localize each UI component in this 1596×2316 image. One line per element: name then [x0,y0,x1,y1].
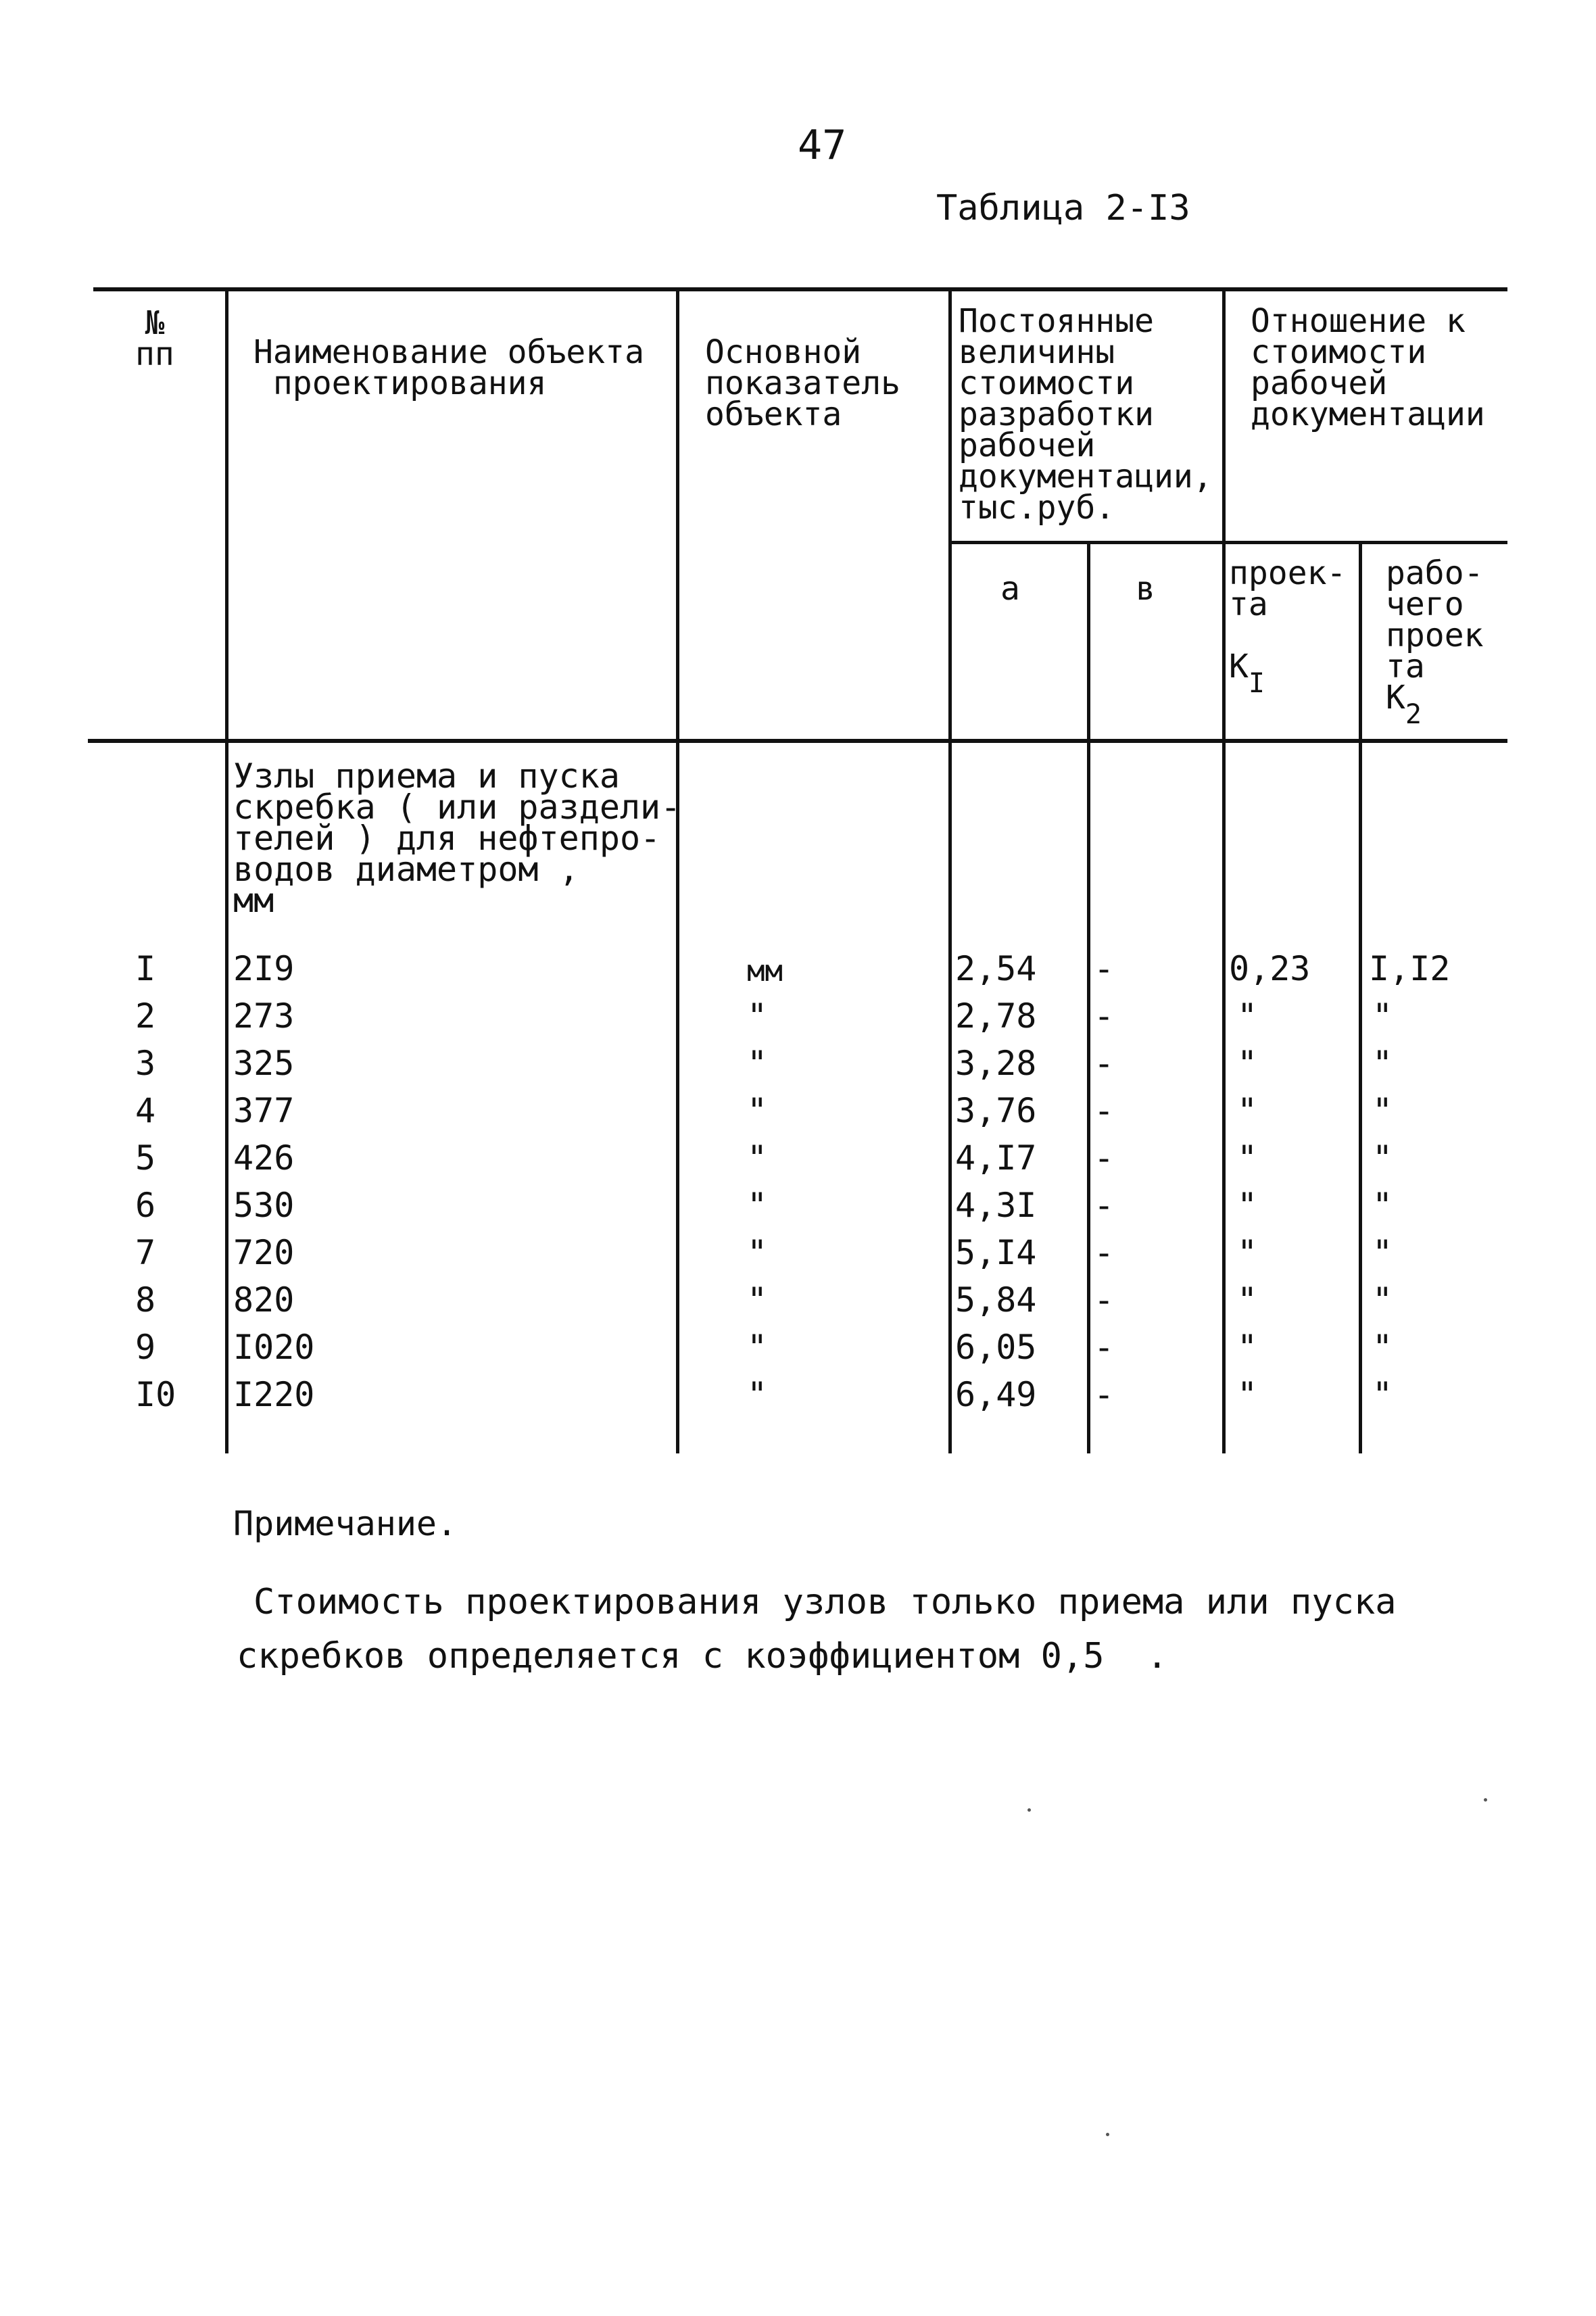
row-num: 3 [135,1044,156,1083]
row-k2: " [1372,996,1393,1036]
row-value-b: - [1094,1091,1115,1130]
col-divider-1 [225,289,228,1453]
row-value-b: - [1094,1233,1115,1272]
row-indicator: мм [747,954,783,988]
row-num: 2 [135,996,156,1036]
row-value-b: - [1094,1186,1115,1225]
row-value-b: - [1094,1375,1115,1414]
row-diameter: 530 [233,1186,295,1225]
row-k1: " [1237,1186,1258,1225]
row-diameter: 426 [233,1138,295,1178]
row-value-a: 5,84 [955,1280,1037,1320]
row-k1: " [1237,1375,1258,1414]
row-value-a: 3,28 [955,1044,1037,1083]
row-k2: " [1372,1138,1393,1178]
header-k2-label: рабо- чего проек та К [1386,554,1484,717]
row-indicator: " [747,1186,768,1225]
ratio-subheader-rule [950,541,1507,544]
row-value-a: 3,76 [955,1091,1037,1130]
row-value-b: - [1094,1280,1115,1320]
header-k2-subscript: 2 [1405,699,1422,730]
header-k2 [1386,554,1484,730]
row-diameter: I220 [233,1375,315,1414]
row-k1: " [1237,1280,1258,1320]
page-number: 47 [798,122,847,169]
note-text [237,1575,1470,1683]
row-value-a: 2,54 [955,949,1037,988]
table-top-rule [93,287,1507,291]
group-title: Узлы приема и пуска скребка ( или раздели- телей ) для нефтепро- водов диаметром , мм [233,756,681,920]
row-num: 7 [135,1233,156,1272]
header-a: а [1000,570,1020,608]
col-divider-3 [948,289,952,1453]
row-value-b: - [1094,949,1115,988]
header-indicator: Основной показатель объекта [705,333,900,433]
row-k2: " [1372,1328,1393,1367]
note-line-2: скребков определяется с коэффициентом 0,5 . [237,1636,1168,1676]
header-name: Наименование объекта проектирования [253,333,644,402]
row-value-a: 2,78 [955,996,1037,1036]
row-value-b: - [1094,1138,1115,1178]
note-line-1: Стоимость проектирования узлов только приема или пуска [253,1582,1397,1622]
header-k1-label: проек- та К [1229,554,1347,685]
row-indicator: " [747,1328,768,1367]
scan-speck [1484,1798,1487,1802]
row-indicator: " [747,1375,768,1414]
header-b: в [1136,570,1155,608]
row-indicator: " [747,1138,768,1178]
row-diameter: 377 [233,1091,295,1130]
row-k2: I,I2 [1369,949,1451,988]
row-k2: " [1372,1375,1393,1414]
row-k2: " [1372,1233,1393,1272]
row-diameter: 820 [233,1280,295,1320]
header-constant-values: Постоянные величины стоимости разработки рабочей документации, тыс.руб. [959,302,1213,527]
header-ratio: Отношение к стоимости рабочей документации [1251,302,1485,433]
row-num: I0 [135,1375,176,1414]
col-divider-a-b [1087,542,1090,1453]
row-value-a: 6,49 [955,1375,1037,1414]
scan-speck [1027,1808,1031,1812]
col-divider-4 [1222,289,1226,1453]
row-indicator: " [747,1091,768,1130]
row-indicator: " [747,996,768,1036]
row-k2: " [1372,1280,1393,1320]
row-value-a: 4,3I [955,1186,1037,1225]
table-title: Таблица 2-I3 [936,188,1190,228]
col-divider-k1-k2 [1359,542,1362,1453]
note-title: Примечание. [233,1504,458,1543]
row-diameter: 325 [233,1044,295,1083]
row-k1: " [1237,1233,1258,1272]
row-value-a: 5,I4 [955,1233,1037,1272]
row-k2: " [1372,1091,1393,1130]
row-k1: " [1237,996,1258,1036]
header-num: № пп [135,304,174,373]
row-value-b: - [1094,1044,1115,1083]
row-value-a: 4,I7 [955,1138,1037,1178]
row-k1: 0,23 [1229,949,1311,988]
row-indicator: " [747,1044,768,1083]
row-num: I [135,949,156,988]
row-num: 8 [135,1280,156,1320]
row-value-b: - [1094,1328,1115,1367]
row-value-a: 6,05 [955,1328,1037,1367]
row-value-b: - [1094,996,1115,1036]
row-num: 4 [135,1091,156,1130]
row-k2: " [1372,1044,1393,1083]
row-k1: " [1237,1091,1258,1130]
header-bottom-rule [88,739,1507,743]
header-k1-subscript: I [1248,668,1265,699]
scan-speck [1106,2133,1109,2136]
row-k1: " [1237,1138,1258,1178]
row-diameter: 2I9 [233,949,295,988]
row-diameter: I020 [233,1328,315,1367]
row-num: 9 [135,1328,156,1367]
row-num: 5 [135,1138,156,1178]
row-indicator: " [747,1280,768,1320]
row-k1: " [1237,1044,1258,1083]
header-k1 [1229,554,1347,699]
row-indicator: " [747,1233,768,1272]
row-diameter: 273 [233,996,295,1036]
row-diameter: 720 [233,1233,295,1272]
row-k1: " [1237,1328,1258,1367]
row-num: 6 [135,1186,156,1225]
row-k2: " [1372,1186,1393,1225]
